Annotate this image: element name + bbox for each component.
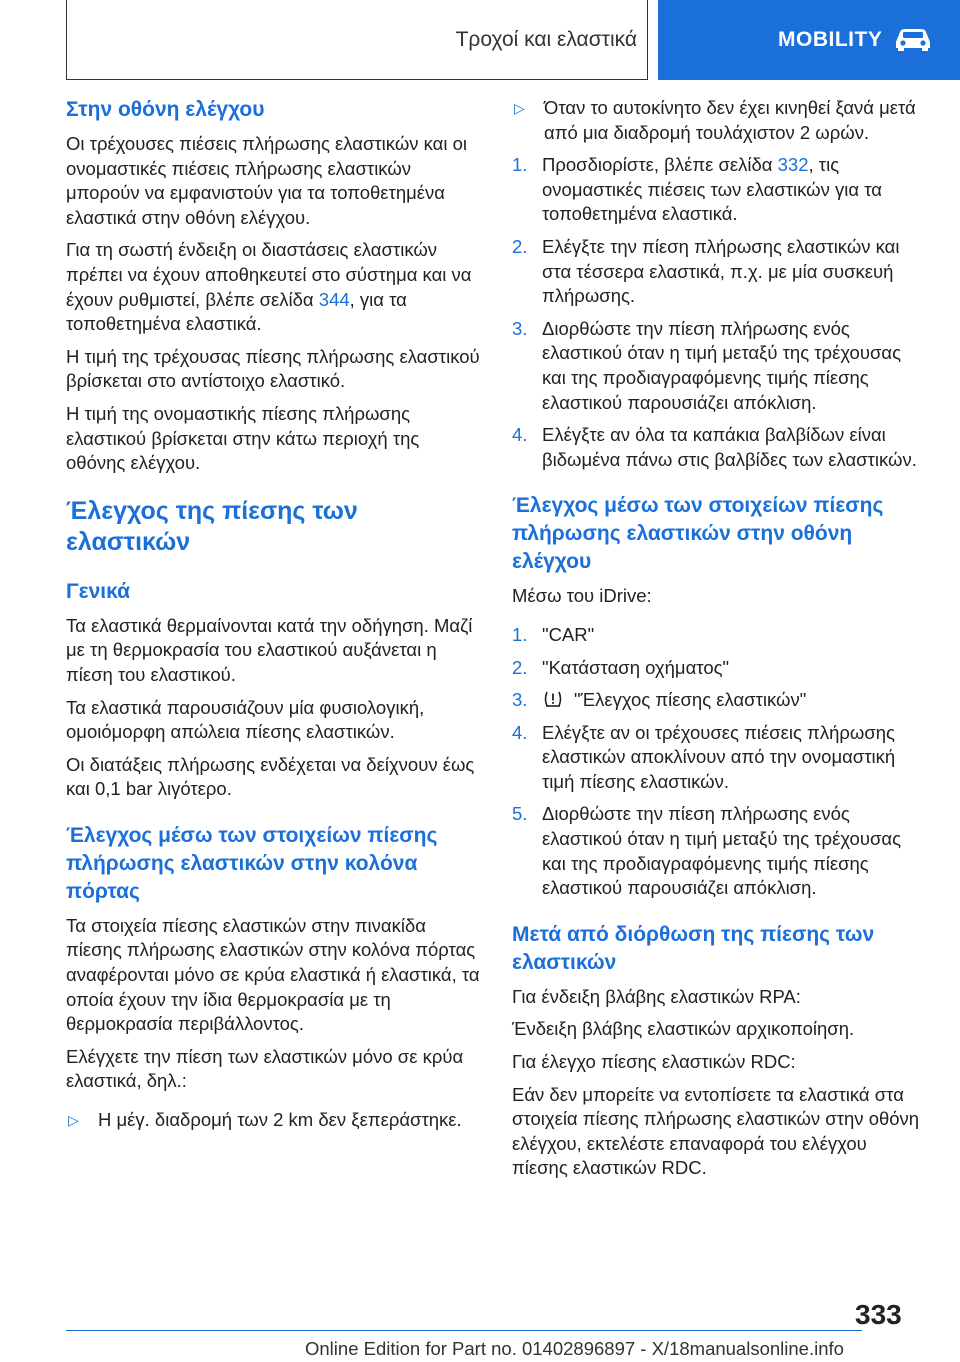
step-item: 1. Προσδιορίστε, βλέπε σελίδα 332, τις ονομαστικές πιέσεις των ελαστικών για τα τοποθετημένα ελαστικά.	[512, 154, 882, 225]
footer-divider	[66, 1330, 862, 1331]
triangle-bullet-icon: ▷	[68, 1112, 79, 1129]
header-brand-box	[658, 0, 960, 80]
step-item: 2. Ελέγξτε την πίεση πλήρωσης ελαστικών και στα τέσσερα ελαστικά, π.χ. με μία συσκευή πλήρωσης.	[512, 235, 900, 307]
paragraph: Τα ελαστικά θερμαίνονται κατά την οδήγηση. Μαζί με τη θερμοκρασία του ελαστικού αυξάνεται η πίεση του ελαστικού.	[66, 614, 473, 685]
paragraph: Τα ελαστικά παρουσιάζουν μία φυσιολογική, ομοιόμορφη απώλεια πίεσης ελαστικών.	[66, 696, 425, 743]
paragraph: Για έλεγχο πίεσης ελαστικών RDC:	[512, 1051, 796, 1073]
step-item: 3. Διορθώστε την πίεση πλήρωσης ενός ελαστικού όταν η τιμή μεταξύ της τρέχουσας και της προδιαγραφόμενης τιμής πίεσης ελαστικού παρουσιάζει απόκλιση.	[512, 317, 901, 413]
tire-pressure-warning-icon	[542, 690, 564, 708]
paragraph: Οι τρέχουσες πιέσεις πλήρωσης ελαστικών και οι ονομαστικές πιέσεις πλήρωσης ελαστικών μπορούν να εμφανιστούν για τα τοποθετημένα ελαστικά στην οθόνη ελέγχου.	[66, 133, 468, 228]
paragraph: Για τη σωστή ένδειξη οι διαστάσεις ελαστικών πρέπει να έχουν αποθηκευτεί στο σύστημα και να έχουν ρυθμιστεί, βλέπε σελίδα 344, για τα τοποθετημένα ελαστικά.	[66, 239, 472, 335]
header-section-box	[66, 0, 648, 80]
paragraph: Ένδειξη βλάβης ελαστικών αρχικοποίηση.	[512, 1018, 855, 1040]
left-column	[66, 96, 480, 1133]
triangle-bullet-icon: ▷	[514, 100, 525, 116]
bullet-item: ▷ Όταν το αυτοκίνητο δεν έχει κινηθεί ξανά μετά από μια διαδρομή τουλάχιστον 2 ωρών.	[512, 96, 926, 145]
right-column	[512, 96, 926, 1181]
menu-step: 1. "CAR"	[512, 623, 595, 645]
heading-pressure-check: Έλεγχος της πίεσης των ελαστικών	[66, 496, 358, 556]
paragraph: Τα στοιχεία πίεσης ελαστικών στην πινακίδα πίεσης πλήρωσης ελαστικών στην κολόνα πόρτας αναφέρονται μόνο σε κρύα ελαστικά ή ελαστικά, τα οποία έχουν την ίδια θερμοκρασία με τη θερμοκρασία περιβάλλοντος.	[66, 914, 480, 1035]
bullet-item: ▷ Η μέγ. διαδρομή των 2 km δεν ξεπεράστηκε.	[66, 1108, 480, 1133]
paragraph: Η τιμή της ονομαστικής πίεσης πλήρωσης ελαστικού βρίσκεται στην κάτω περιοχή της οθόνης ελέγχου.	[66, 402, 420, 474]
paragraph: Μέσω του iDrive:	[512, 585, 652, 607]
paragraph: Ελέγχετε την πίεση των ελαστικών μόνο σε κρύα ελαστικά, δηλ.:	[66, 1045, 464, 1092]
heading-control-display: Στην οθόνη ελέγχου	[66, 98, 265, 121]
paragraph: Για ένδειξη βλάβης ελαστικών RPA:	[512, 985, 801, 1007]
heading-door-pillar: Έλεγχος μέσω των στοιχείων πίεσης πλήρωσης ελαστικών στην κολόνα πόρτας	[66, 823, 438, 903]
heading-control-display-check: Έλεγχος μέσω των στοιχείων πίεσης πλήρωσης ελαστικών στην οθόνη ελέγχου	[512, 494, 884, 574]
step-item: 5. Διορθώστε την πίεση πλήρωσης ενός ελαστικού όταν η τιμή μεταξύ της τρέχουσας και της προδιαγραφόμενης τιμής πίεσης ελαστικού παρουσιάζει απόκλιση.	[512, 803, 901, 899]
paragraph: Η τιμή της τρέχουσας πίεσης πλήρωσης ελαστικού βρίσκεται στο αντίστοιχο ελαστικό.	[66, 345, 480, 392]
car-icon	[892, 26, 934, 52]
heading-general: Γενικά	[66, 579, 131, 603]
step-item: 4. Ελέγξτε αν οι τρέχουσες πιέσεις πλήρωσης ελαστικών αποκλίνουν από την ονομαστική τιμή πίεσης ελαστικών.	[512, 721, 896, 792]
paragraph: Οι διατάξεις πλήρωσης ενδέχεται να δείχνουν έως και 0,1 bar λιγότερο.	[66, 753, 475, 800]
page-link[interactable]: 332	[777, 154, 809, 176]
page-link[interactable]: 344	[318, 288, 350, 310]
footer-edition: Online Edition for Part no. 01402896897 - X/18manualsonline.info	[305, 1338, 844, 1359]
paragraph: Εάν δεν μπορείτε να εντοπίσετε τα ελαστικά στα στοιχεία πίεσης πλήρωσης ελαστικών στην οθόνη ελέγχου, εκτελέστε επαναφορά του ελέγχου πίεσης ελαστικών RDC.	[512, 1083, 920, 1179]
step-item: 4. Ελέγξτε αν όλα τα καπάκια βαλβίδων είναι βιδωμένα πάνω στις βαλβίδες των ελαστικών.	[512, 424, 917, 470]
brand-label: MOBILITY	[778, 28, 883, 51]
footer-site: manualsonline.info	[689, 1338, 844, 1359]
menu-step: 2. "Κατάσταση οχήματος"	[512, 656, 730, 678]
page-number: 333	[855, 1299, 902, 1330]
heading-after-correction: Μετά από διόρθωση της πίεσης των ελαστικών	[512, 922, 875, 974]
section-title: Τροχοί και ελαστικά	[455, 28, 637, 51]
menu-step: 3. "Έλεγχος πίεσης ελαστικών"	[512, 689, 807, 711]
